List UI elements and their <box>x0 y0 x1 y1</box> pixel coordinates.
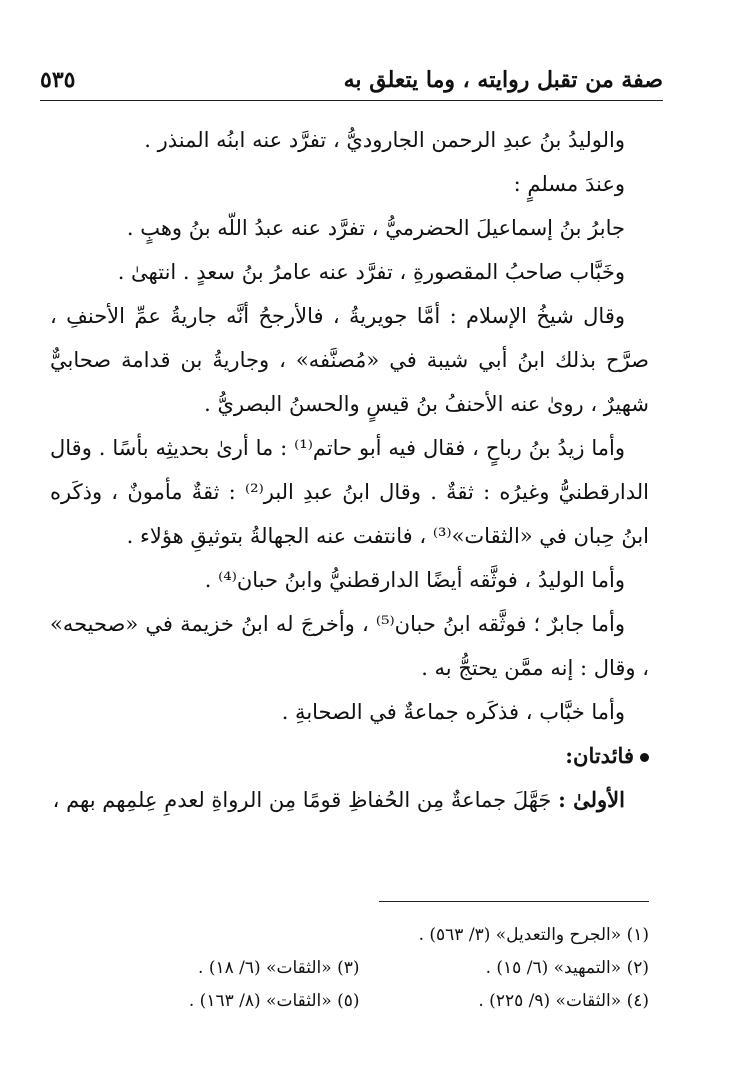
paragraph: وأما جابرٌ ؛ فوثَّقه ابنُ حبان⁽⁵⁾ ، وأخرجَ له ابنُ خزيمة في «صحيحه» ، وقال : إنه ممَّن يحتجُّ به . <box>50 612 649 680</box>
footnote-2: (٢) «التمهيد» (٦/ ١٥) . <box>485 957 649 978</box>
footnote-row <box>70 984 649 1017</box>
page-number: ٥٣٥ <box>40 67 76 93</box>
page-header <box>40 62 663 98</box>
paragraph: وعندَ مسلمٍ : <box>513 172 625 196</box>
paragraph: وأما الوليدُ ، فوثَّقه أيضًا الدارقطنيُّ وابنُ حبان⁽⁴⁾ . <box>204 568 625 592</box>
bullet-icon <box>640 753 649 762</box>
section-heading-text: فائدتان: <box>565 743 634 768</box>
paragraph-text: جَهَّلَ جماعةٌ مِن الحُفاظِ قومًا مِن الرواةِ لعدمِ عِلمِهم بهم ، <box>52 788 552 812</box>
footnote-4: (٤) «الثقات» (٩/ ٢٢٥) . <box>478 990 649 1011</box>
paragraph: وخَبَّاب صاحبُ المقصورةِ ، تفرَّد عنه عامرُ بنُ سعدٍ . انتهىٰ . <box>117 260 625 284</box>
paragraph: جابرُ بنُ إسماعيلَ الحضرميُّ ، تفرَّد عنه عبدُ اللّه بنُ وهبٍ . <box>126 216 625 240</box>
section-heading <box>50 734 649 778</box>
paragraph <box>50 778 649 822</box>
footnote-separator <box>379 901 649 902</box>
paragraph: وأما زيدُ بنُ رباحٍ ، فقال فيه أبو حاتم⁽¹⁾ : ما أرىٰ بحديثِه بأسًا . وقال الدارقطنيُّ وغيرُه : ثقةٌ . وقال ابنُ عبدِ البر⁽²⁾ : ثقةٌ مأمونٌ ، وذكَره ابنُ حِبان في «الثقات»⁽³⁾ ، فانتفت عنه الجهالةُ بتوثيقِ هؤلاء . <box>50 436 650 548</box>
footnote-row <box>70 918 649 951</box>
footnote-5: (٥) «الثقات» (٨/ ١٦٣) . <box>188 990 360 1011</box>
footnote-1: (١) «الجرح والتعديل» (٣/ ٥٦٣) . <box>418 924 649 945</box>
footnote-3: (٣) «الثقات» (٦/ ١٨) . <box>198 957 360 978</box>
footnotes <box>70 918 649 1017</box>
paragraph: والوليدُ بنُ عبدِ الرحمن الجاروديُّ ، تفرَّد عنه ابنُه المنذر . <box>144 128 625 152</box>
running-title: صفة من تقبل روايته ، وما يتعلق به <box>343 67 663 93</box>
lead-word: الأولىٰ : <box>558 787 625 812</box>
paragraph: وأما خبَّاب ، فذكَره جماعةٌ في الصحابةِ . <box>281 700 625 724</box>
main-text <box>50 118 649 822</box>
header-rule <box>40 100 663 101</box>
paragraph: وقال شيخُ الإسلام : أمَّا جويريةُ ، فالأرجحُ أنَّه جاريةُ عمِّ الأحنفِ ، صرَّح بذلك ابنُ أبي شيبة في «مُصنَّفه» ، وجاريةُ بن قدامة صحابيٌّ شهيرٌ ، روىٰ عنه الأحنفُ بنُ قيسٍ والحسنُ البصريُّ . <box>50 304 649 416</box>
footnote-row <box>70 951 649 984</box>
